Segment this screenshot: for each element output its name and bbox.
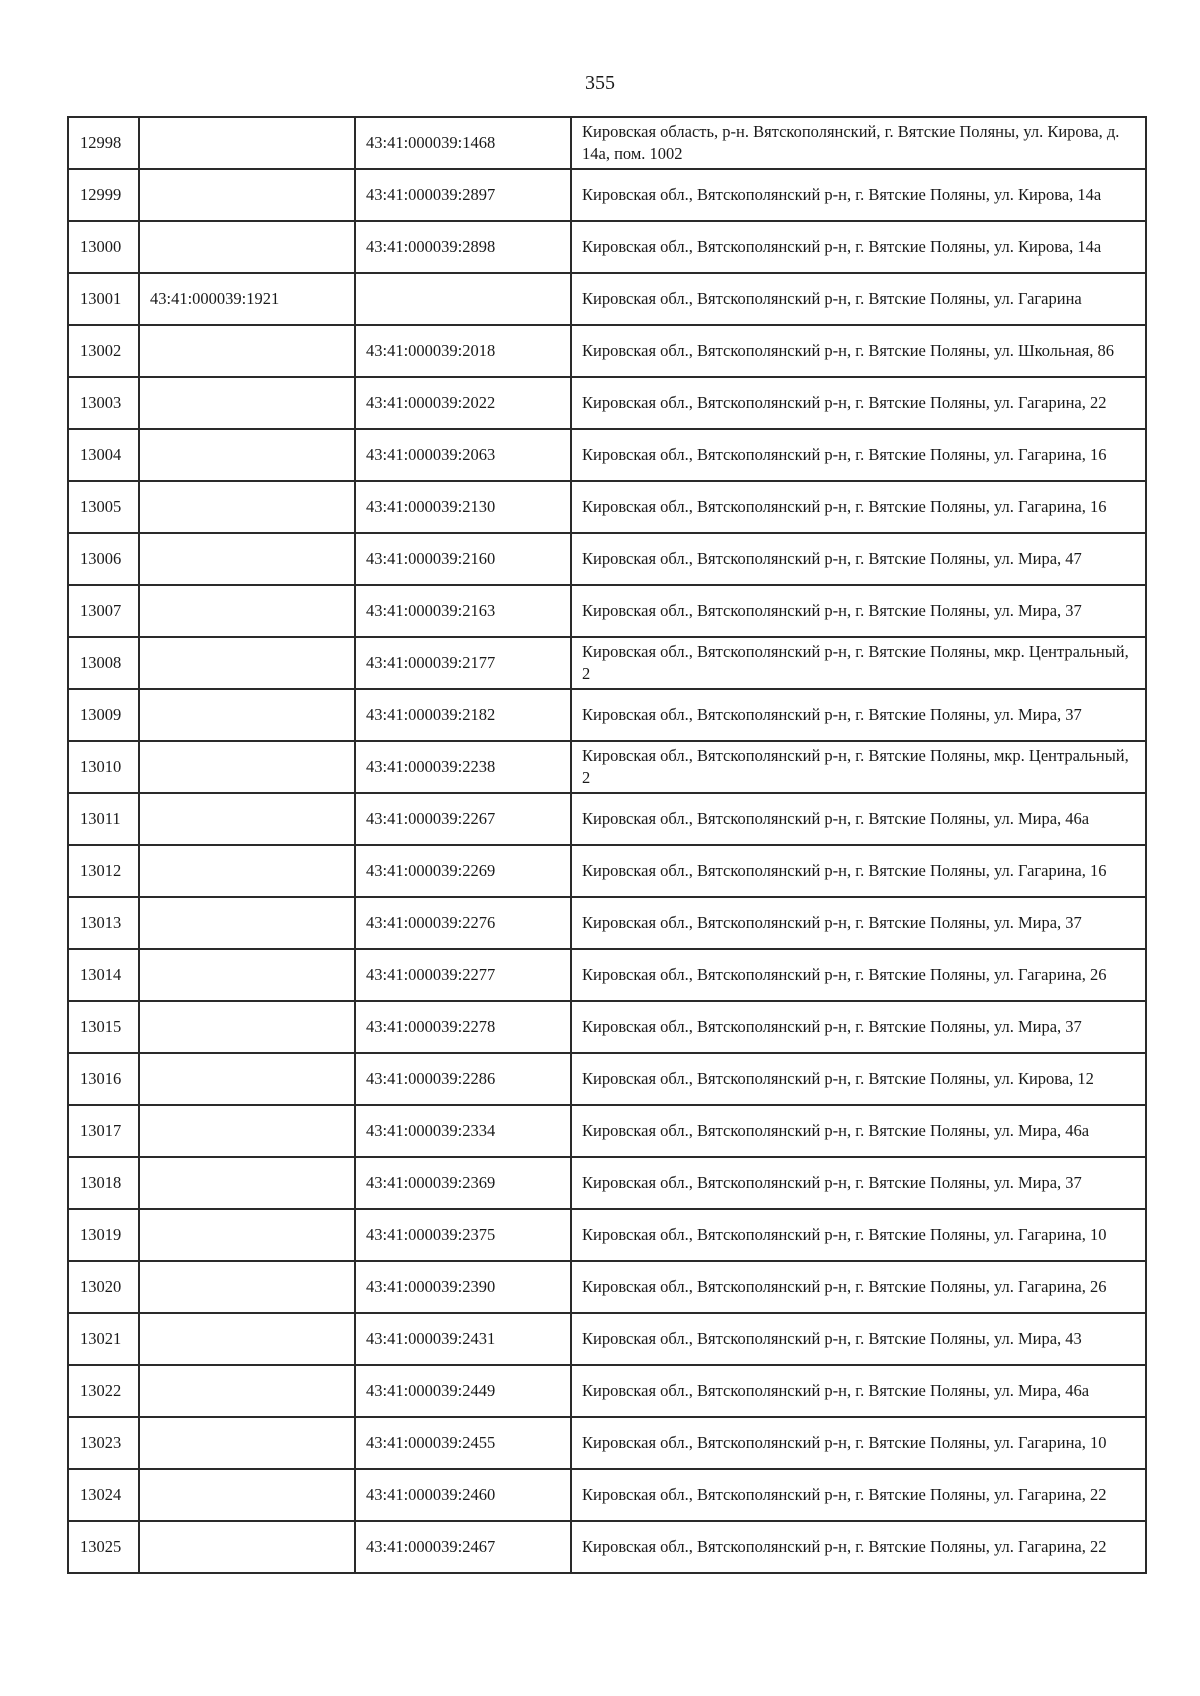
address-cell: Кировская область, р-н. Вятскополянский, г. Вятские Поляны, ул. Кирова, д. 14а, пом. 1002 — [571, 117, 1146, 169]
cadastral-parent-cell — [139, 1521, 355, 1573]
cadastral-number-cell: 43:41:000039:2163 — [355, 585, 571, 637]
address-cell: Кировская обл., Вятскополянский р-н, г. Вятские Поляны, ул. Кирова, 14а — [571, 169, 1146, 221]
row-number-cell: 13000 — [68, 221, 139, 273]
table-row — [68, 533, 1146, 585]
cadastral-parent-cell — [139, 1105, 355, 1157]
cadastral-parent-cell — [139, 897, 355, 949]
table-row — [68, 1001, 1146, 1053]
address-cell: Кировская обл., Вятскополянский р-н, г. Вятские Поляны, ул. Мира, 46а — [571, 793, 1146, 845]
address-cell: Кировская обл., Вятскополянский р-н, г. Вятские Поляны, мкр. Центральный, 2 — [571, 741, 1146, 793]
row-number-cell: 13007 — [68, 585, 139, 637]
address-cell: Кировская обл., Вятскополянский р-н, г. Вятские Поляны, ул. Школьная, 86 — [571, 325, 1146, 377]
property-table — [67, 116, 1147, 1574]
table-row — [68, 1469, 1146, 1521]
cadastral-parent-cell — [139, 1053, 355, 1105]
row-number-cell: 13016 — [68, 1053, 139, 1105]
cadastral-parent-cell — [139, 377, 355, 429]
cadastral-number-cell: 43:41:000039:2460 — [355, 1469, 571, 1521]
address-cell: Кировская обл., Вятскополянский р-н, г. Вятские Поляны, ул. Мира, 46а — [571, 1365, 1146, 1417]
address-cell: Кировская обл., Вятскополянский р-н, г. Вятские Поляны, ул. Гагарина, 10 — [571, 1417, 1146, 1469]
row-number-cell: 13023 — [68, 1417, 139, 1469]
table-row — [68, 1157, 1146, 1209]
cadastral-number-cell: 43:41:000039:2277 — [355, 949, 571, 1001]
table-row — [68, 793, 1146, 845]
cadastral-number-cell: 43:41:000039:2130 — [355, 481, 571, 533]
table-row — [68, 377, 1146, 429]
table-row — [68, 689, 1146, 741]
row-number-cell: 13022 — [68, 1365, 139, 1417]
cadastral-parent-cell — [139, 1365, 355, 1417]
cadastral-number-cell: 43:41:000039:2431 — [355, 1313, 571, 1365]
cadastral-parent-cell — [139, 845, 355, 897]
row-number-cell: 12999 — [68, 169, 139, 221]
row-number-cell: 13015 — [68, 1001, 139, 1053]
row-number-cell: 13013 — [68, 897, 139, 949]
cadastral-number-cell: 43:41:000039:2022 — [355, 377, 571, 429]
cadastral-number-cell: 43:41:000039:2375 — [355, 1209, 571, 1261]
cadastral-parent-cell — [139, 793, 355, 845]
row-number-cell: 13018 — [68, 1157, 139, 1209]
cadastral-parent-cell — [139, 1313, 355, 1365]
address-cell: Кировская обл., Вятскополянский р-н, г. Вятские Поляны, ул. Мира, 37 — [571, 1157, 1146, 1209]
table-row — [68, 897, 1146, 949]
cadastral-parent-cell — [139, 221, 355, 273]
cadastral-number-cell: 43:41:000039:2276 — [355, 897, 571, 949]
row-number-cell: 13005 — [68, 481, 139, 533]
address-cell: Кировская обл., Вятскополянский р-н, г. Вятские Поляны, ул. Гагарина, 26 — [571, 1261, 1146, 1313]
address-cell: Кировская обл., Вятскополянский р-н, г. Вятские Поляны, ул. Кирова, 14а — [571, 221, 1146, 273]
page-number: 355 — [585, 72, 615, 94]
table-row — [68, 1105, 1146, 1157]
cadastral-number-cell: 43:41:000039:2369 — [355, 1157, 571, 1209]
address-cell: Кировская обл., Вятскополянский р-н, г. Вятские Поляны, ул. Гагарина, 22 — [571, 1469, 1146, 1521]
row-number-cell: 13011 — [68, 793, 139, 845]
table-row — [68, 117, 1146, 169]
cadastral-parent-cell — [139, 949, 355, 1001]
address-cell: Кировская обл., Вятскополянский р-н, г. Вятские Поляны, ул. Гагарина, 16 — [571, 845, 1146, 897]
table-row — [68, 1209, 1146, 1261]
cadastral-parent-cell — [139, 481, 355, 533]
row-number-cell: 13020 — [68, 1261, 139, 1313]
row-number-cell: 13001 — [68, 273, 139, 325]
table-row — [68, 585, 1146, 637]
cadastral-parent-cell — [139, 1417, 355, 1469]
cadastral-number-cell: 43:41:000039:2449 — [355, 1365, 571, 1417]
cadastral-number-cell: 43:41:000039:2063 — [355, 429, 571, 481]
cadastral-parent-cell — [139, 117, 355, 169]
row-number-cell: 12998 — [68, 117, 139, 169]
cadastral-number-cell: 43:41:000039:2267 — [355, 793, 571, 845]
address-cell: Кировская обл., Вятскополянский р-н, г. Вятские Поляны, ул. Мира, 46а — [571, 1105, 1146, 1157]
address-cell: Кировская обл., Вятскополянский р-н, г. Вятские Поляны, ул. Мира, 37 — [571, 585, 1146, 637]
cadastral-parent-cell — [139, 1469, 355, 1521]
row-number-cell: 13014 — [68, 949, 139, 1001]
table-row — [68, 429, 1146, 481]
cadastral-number-cell: 43:41:000039:2286 — [355, 1053, 571, 1105]
cadastral-number-cell: 43:41:000039:2238 — [355, 741, 571, 793]
cadastral-number-cell: 43:41:000039:2018 — [355, 325, 571, 377]
row-number-cell: 13025 — [68, 1521, 139, 1573]
table-row — [68, 1053, 1146, 1105]
cadastral-number-cell: 43:41:000039:2390 — [355, 1261, 571, 1313]
row-number-cell: 13009 — [68, 689, 139, 741]
address-cell: Кировская обл., Вятскополянский р-н, г. Вятские Поляны, ул. Кирова, 12 — [571, 1053, 1146, 1105]
address-cell: Кировская обл., Вятскополянский р-н, г. Вятские Поляны, ул. Мира, 43 — [571, 1313, 1146, 1365]
cadastral-parent-cell: 43:41:000039:1921 — [139, 273, 355, 325]
table-row — [68, 273, 1146, 325]
table-row — [68, 1313, 1146, 1365]
table-row — [68, 325, 1146, 377]
row-number-cell: 13019 — [68, 1209, 139, 1261]
address-cell: Кировская обл., Вятскополянский р-н, г. Вятские Поляны, ул. Гагарина, 22 — [571, 1521, 1146, 1573]
cadastral-number-cell: 43:41:000039:2182 — [355, 689, 571, 741]
table-row — [68, 1365, 1146, 1417]
cadastral-parent-cell — [139, 533, 355, 585]
address-cell: Кировская обл., Вятскополянский р-н, г. Вятские Поляны, ул. Гагарина, 26 — [571, 949, 1146, 1001]
address-cell: Кировская обл., Вятскополянский р-н, г. Вятские Поляны, мкр. Центральный, 2 — [571, 637, 1146, 689]
table-row — [68, 221, 1146, 273]
cadastral-number-cell: 43:41:000039:2897 — [355, 169, 571, 221]
row-number-cell: 13004 — [68, 429, 139, 481]
table-body — [68, 117, 1146, 1573]
row-number-cell: 13010 — [68, 741, 139, 793]
cadastral-number-cell: 43:41:000039:2898 — [355, 221, 571, 273]
address-cell: Кировская обл., Вятскополянский р-н, г. Вятские Поляны, ул. Гагарина — [571, 273, 1146, 325]
table-row — [68, 845, 1146, 897]
cadastral-number-cell: 43:41:000039:2160 — [355, 533, 571, 585]
table-row — [68, 949, 1146, 1001]
table-row — [68, 1521, 1146, 1573]
table-row — [68, 481, 1146, 533]
address-cell: Кировская обл., Вятскополянский р-н, г. Вятские Поляны, ул. Мира, 47 — [571, 533, 1146, 585]
address-cell: Кировская обл., Вятскополянский р-н, г. Вятские Поляны, ул. Гагарина, 16 — [571, 429, 1146, 481]
row-number-cell: 13003 — [68, 377, 139, 429]
cadastral-parent-cell — [139, 169, 355, 221]
row-number-cell: 13006 — [68, 533, 139, 585]
row-number-cell: 13008 — [68, 637, 139, 689]
cadastral-number-cell: 43:41:000039:2467 — [355, 1521, 571, 1573]
table-row — [68, 741, 1146, 793]
table-row — [68, 1261, 1146, 1313]
address-cell: Кировская обл., Вятскополянский р-н, г. Вятские Поляны, ул. Мира, 37 — [571, 1001, 1146, 1053]
row-number-cell: 13017 — [68, 1105, 139, 1157]
cadastral-parent-cell — [139, 325, 355, 377]
row-number-cell: 13012 — [68, 845, 139, 897]
cadastral-parent-cell — [139, 1261, 355, 1313]
cadastral-parent-cell — [139, 1209, 355, 1261]
address-cell: Кировская обл., Вятскополянский р-н, г. Вятские Поляны, ул. Гагарина, 16 — [571, 481, 1146, 533]
cadastral-number-cell: 43:41:000039:2177 — [355, 637, 571, 689]
table-row — [68, 637, 1146, 689]
cadastral-parent-cell — [139, 429, 355, 481]
cadastral-parent-cell — [139, 637, 355, 689]
cadastral-parent-cell — [139, 1157, 355, 1209]
row-number-cell: 13021 — [68, 1313, 139, 1365]
cadastral-number-cell — [355, 273, 571, 325]
cadastral-number-cell: 43:41:000039:2334 — [355, 1105, 571, 1157]
cadastral-number-cell: 43:41:000039:2455 — [355, 1417, 571, 1469]
cadastral-parent-cell — [139, 689, 355, 741]
row-number-cell: 13024 — [68, 1469, 139, 1521]
cadastral-number-cell: 43:41:000039:1468 — [355, 117, 571, 169]
address-cell: Кировская обл., Вятскополянский р-н, г. Вятские Поляны, ул. Мира, 37 — [571, 689, 1146, 741]
address-cell: Кировская обл., Вятскополянский р-н, г. Вятские Поляны, ул. Гагарина, 22 — [571, 377, 1146, 429]
table-row — [68, 1417, 1146, 1469]
cadastral-parent-cell — [139, 1001, 355, 1053]
row-number-cell: 13002 — [68, 325, 139, 377]
cadastral-number-cell: 43:41:000039:2278 — [355, 1001, 571, 1053]
cadastral-parent-cell — [139, 585, 355, 637]
cadastral-number-cell: 43:41:000039:2269 — [355, 845, 571, 897]
cadastral-parent-cell — [139, 741, 355, 793]
address-cell: Кировская обл., Вятскополянский р-н, г. Вятские Поляны, ул. Мира, 37 — [571, 897, 1146, 949]
table-row — [68, 169, 1146, 221]
address-cell: Кировская обл., Вятскополянский р-н, г. Вятские Поляны, ул. Гагарина, 10 — [571, 1209, 1146, 1261]
